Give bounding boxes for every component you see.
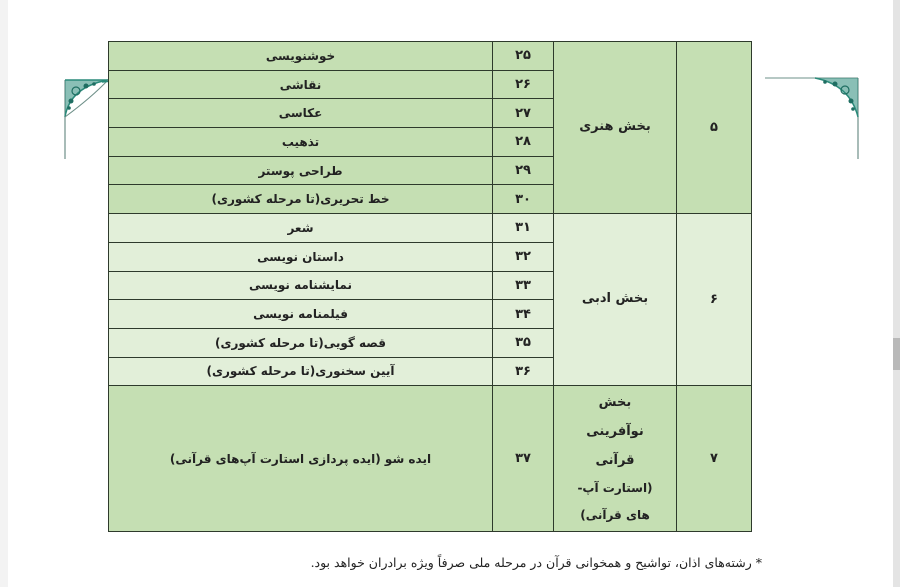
table-row bbox=[109, 42, 752, 71]
section-group-title: بخش هنری bbox=[554, 42, 677, 214]
section-group-title bbox=[554, 386, 677, 532]
row-title: عکاسی bbox=[109, 99, 493, 128]
row-number: ۳۱ bbox=[493, 214, 554, 243]
row-title: ایده شو (ایده پردازی استارت آپ‌های قرآنی) bbox=[109, 386, 493, 532]
table-row bbox=[109, 214, 752, 243]
row-number: ۳۶ bbox=[493, 357, 554, 386]
corner-ornament-right-icon bbox=[765, 77, 860, 159]
row-number: ۳۲ bbox=[493, 242, 554, 271]
footnote: * رشته‌های اذان، تواشیح و همخوانی قرآن در مرحله ملی صرفاً ویژه برادران خواهد بود. bbox=[310, 555, 762, 570]
row-number: ۳۵ bbox=[493, 328, 554, 357]
row-number: ۲۹ bbox=[493, 156, 554, 185]
group-line: بخش bbox=[598, 395, 632, 411]
row-number: ۳۳ bbox=[493, 271, 554, 300]
row-title: خط تحریری(تا مرحله کشوری) bbox=[109, 185, 493, 214]
group-line: نوآفرینی bbox=[586, 424, 644, 440]
group-line: های قرآنی) bbox=[580, 507, 650, 522]
group-line: (استارت آپ- bbox=[577, 481, 653, 496]
row-title: شعر bbox=[109, 214, 493, 243]
page-edge bbox=[0, 0, 8, 587]
row-title: طراحی پوستر bbox=[109, 156, 493, 185]
row-number: ۳۷ bbox=[493, 386, 554, 532]
row-title: تذهیب bbox=[109, 128, 493, 157]
row-number: ۲۵ bbox=[493, 42, 554, 71]
row-title: داستان نویسی bbox=[109, 242, 493, 271]
row-number: ۲۸ bbox=[493, 128, 554, 157]
section-number: ۶ bbox=[677, 214, 752, 386]
row-number: ۲۶ bbox=[493, 70, 554, 99]
row-title: آیین سخنوری(تا مرحله کشوری) bbox=[109, 357, 493, 386]
row-title: خوشنویسی bbox=[109, 42, 493, 71]
section-group-title: بخش ادبی bbox=[554, 214, 677, 386]
row-number: ۳۴ bbox=[493, 300, 554, 329]
row-title: قصه گویی(تا مرحله کشوری) bbox=[109, 328, 493, 357]
section-number: ۵ bbox=[677, 42, 752, 214]
competition-fields-table bbox=[108, 41, 751, 532]
table-row bbox=[109, 386, 752, 532]
row-title: نقاشی bbox=[109, 70, 493, 99]
group-line: قرآنی bbox=[595, 452, 635, 468]
row-number: ۳۰ bbox=[493, 185, 554, 214]
row-title: فیلمنامه نویسی bbox=[109, 300, 493, 329]
vertical-scrollbar[interactable] bbox=[893, 0, 900, 587]
row-title: نمایشنامه نویسی bbox=[109, 271, 493, 300]
section-number: ۷ bbox=[677, 386, 752, 532]
row-number: ۲۷ bbox=[493, 99, 554, 128]
scrollbar-thumb[interactable] bbox=[893, 338, 900, 370]
